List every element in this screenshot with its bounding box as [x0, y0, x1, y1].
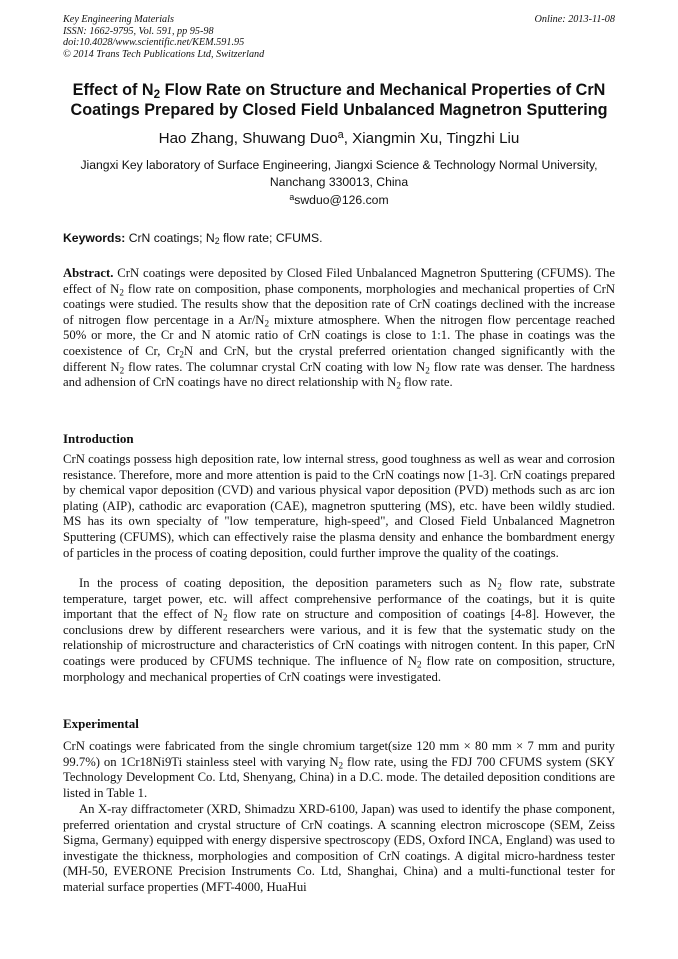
affiliation-line-1: Jiangxi Key laboratory of Surface Engineering, Jiangxi Science & Technology Normal University,	[80, 158, 598, 172]
subscript: 2	[497, 581, 502, 592]
paragraph-text: flow rate on composition, structure, morphology and mechanical properties of CrN coatings were investigated.	[63, 653, 616, 684]
abstract-text: mixture atmosphere. When the nitrogen flow percentage reached 50% or more, the Cr and N atomic ratio of CrN coatings is close to 1:1. The phase in coatings was the coexistence of Cr, Cr	[63, 312, 616, 358]
keywords-subscript: 2	[214, 236, 220, 247]
journal-copyright: © 2014 Trans Tech Publications Ltd, Switzerland	[63, 48, 265, 60]
introduction-paragraph-1: CrN coatings possess high deposition rate, low internal stress, good toughness as well as wear and corrosion resistance. Therefore, more and more attention is paid to the CrN coatings now [1-3]. CrN coatings prepared by chemical vapor deposition (CVD) and various physical vapor deposition (PVD) methods such as arc ion plating (AIP), cathodic arc evaporation (CAE), magnetron sputtering (MS), etc. have been wildly studied. MS has its own specialty of "low temperature, high-speed", and Closed Field Unbalanced Magnetron Sputtering (CFUMS), which can effectively raise the plasma density and enhance the bombardment energy of particles in the process of coating deposition, could further improve the quality of the coatings.	[63, 452, 615, 560]
title-line-1	[40, 80, 638, 100]
experimental-paragraph-1	[63, 739, 615, 801]
abstract-text: flow rates. The columnar crystal CrN coating with low N	[124, 359, 426, 374]
affiliation	[40, 157, 638, 191]
subscript: 2	[425, 364, 430, 375]
keywords-text: CrN coatings; N	[125, 231, 215, 245]
title-text: Effect of N	[72, 81, 154, 99]
abstract-text: flow rate on composition, phase components, morphologies and mechanical properties of CrN coatings were studied. The results show that the deposition rate of CrN coatings declined with the increase of nitrogen flow percentage in a Ar/N	[63, 281, 615, 327]
journal-doi: doi:10.4028/www.scientific.net/KEM.591.95	[63, 37, 245, 49]
section-heading-introduction: Introduction	[63, 431, 134, 446]
paragraph-text: An X-ray diffractometer (XRD, Shimadzu XRD-6100, Japan) was used to identify the phase component, preferred orientation and crystal structure of CrN coatings. A scanning electron microscope (SEM, Zeiss Sigma, Germany) equipped with energy dispersive spectroscopy (EDS, Oxford INCA, England) was used to investigate the thickness, morphologies and composition of CrN coatings. A digital micro-hardness tester (MH-50, EVERONE Precision Instruments Co. Ltd, Shanghai, China) and a multi-functional tester for material surface properties (MFT-4000, HuaHui	[63, 802, 615, 894]
journal-issn: ISSN: 1662-9795, Vol. 591, pp 95-98	[63, 25, 214, 37]
affiliation-line-2: Nanchang 330013, China	[269, 175, 409, 189]
abstract-text: flow rate was denser. The hardness and adhension of CrN coatings have no direct relationship with N	[63, 359, 615, 390]
email-address: swduo@126.com	[294, 193, 389, 207]
author-list	[40, 130, 638, 148]
title-line-2: Coatings Prepared by Closed Field Unbalanced Magnetron Sputtering	[70, 101, 608, 119]
authors-text: , Xiangmin Xu, Tingzhi Liu	[343, 130, 520, 147]
email-superscript: a	[289, 192, 295, 203]
subscript: 2	[222, 612, 228, 623]
abstract	[63, 266, 615, 391]
abstract-text: CrN coatings were deposited by Closed Filed Unbalanced Magnetron Sputtering (CFUMS). The effect of N	[63, 266, 615, 296]
paragraph-text: In the process of coating deposition, the deposition parameters such as N	[79, 576, 498, 590]
introduction-paragraph-2	[63, 576, 615, 685]
subscript: 2	[396, 380, 401, 391]
title-subscript: 2	[153, 87, 161, 101]
paper-title	[40, 80, 638, 120]
journal-name: Key Engineering Materials	[63, 14, 174, 25]
keywords-text: flow rate; CFUMS.	[219, 231, 323, 245]
title-text: Flow Rate on Structure and Mechanical Properties of CrN	[160, 81, 606, 99]
subscript: 2	[264, 318, 270, 329]
paragraph-text: CrN coatings were fabricated from the single chromium target(size 120 mm × 80 mm × 7 mm and purity 99.7%) on 1Cr18Ni9Ti stainless steel with varying N	[63, 739, 615, 769]
author-email	[40, 193, 638, 207]
journal-header	[63, 14, 615, 60]
experimental-paragraph-2	[63, 802, 615, 896]
authors-text: Hao Zhang, Shuwang Duo	[158, 130, 338, 147]
subscript: 2	[179, 349, 184, 360]
online-date: Online: 2013-11-08	[534, 14, 615, 25]
author-superscript: a	[337, 129, 344, 142]
subscript: 2	[416, 659, 422, 670]
subscript: 2	[338, 759, 344, 770]
paragraph-text: flow rate on structure and composition of coatings [4-8]. However, the conclusions drew by different researchers were various, and it is few that the systematic study on the relationship of microstructure and characteristics of CrN coatings with nitrogen content. In this paper, CrN coatings were produced by CFUMS technique. The influence of N	[63, 607, 615, 668]
keywords	[63, 231, 615, 245]
paragraph-text: flow rate, substrate temperature, target power, etc. will affect comprehensive performance of the coatings, but it is quite important that the effect of N	[63, 576, 615, 622]
keywords-label: Keywords:	[63, 231, 126, 245]
paragraph-text: flow rate, using the FDJ 700 CFUMS system (SKY Technology Development Co. Ltd, Shenyang, China) in a D.C. mode. The detailed deposition conditions are listed in Table 1.	[63, 754, 615, 800]
abstract-text: flow rate.	[400, 375, 453, 390]
abstract-text: N and CrN, but the crystal preferred orientation changed significantly with the different N	[63, 343, 615, 374]
subscript: 2	[119, 286, 124, 297]
abstract-label: Abstract.	[63, 266, 114, 280]
section-heading-experimental: Experimental	[63, 716, 139, 731]
subscript: 2	[119, 364, 125, 375]
